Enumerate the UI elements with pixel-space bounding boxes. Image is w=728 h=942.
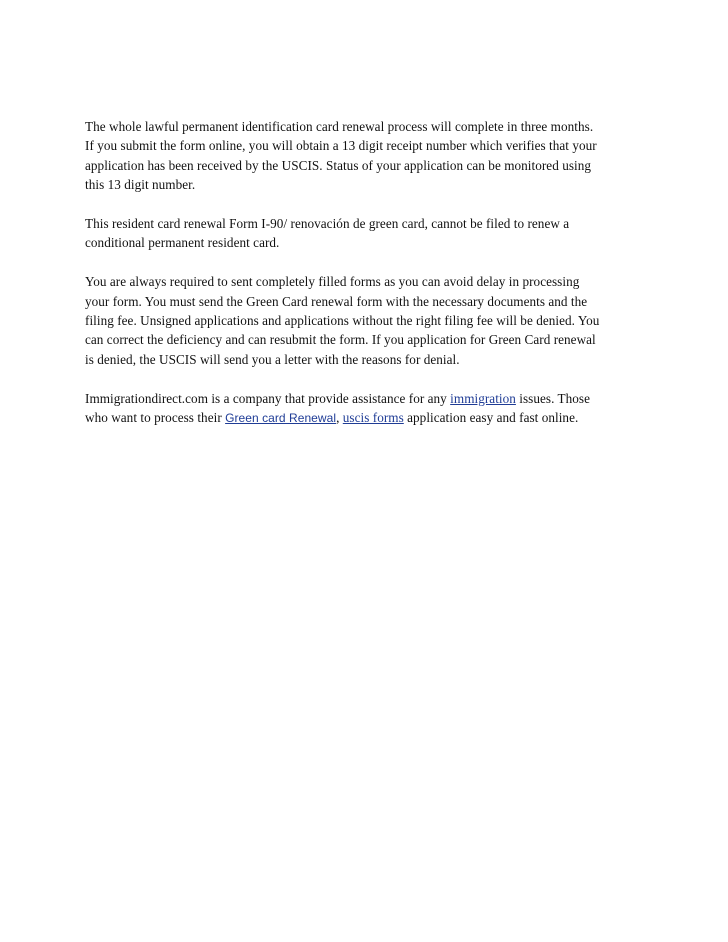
text-line: conditional permanent resident card.	[85, 235, 280, 251]
text-line: You are always required to sent completely filled forms as you can avoid delay in processing	[85, 274, 580, 290]
text-segment: Immigrationdirect.com is a company that provide assistance for any	[85, 390, 451, 406]
text-segment: application easy and fast online.	[403, 410, 579, 426]
text-line: If you submit the form online, you will obtain a 13 digit receipt number which verifies that your	[85, 138, 597, 154]
text-line	[85, 389, 645, 408]
text-line: application has been received by the USCIS. Status of your application can be monitored using	[85, 157, 592, 173]
text-line: filing fee. Unsigned applications and applications without the right filing fee will be denied. You	[85, 313, 600, 329]
text-line: this 13 digit number.	[85, 177, 196, 193]
uscis-forms-link[interactable]: uscis forms	[342, 410, 404, 426]
text-line: can correct the deficiency and can resubmit the form. If you application for Green Card renewal	[85, 332, 596, 348]
paragraph-filing-requirements	[85, 272, 645, 369]
text-line: This resident card renewal Form I-90/ renovación de green card, cannot be filed to renew a	[85, 216, 570, 232]
text-segment: issues. Those	[515, 390, 591, 406]
text-line: The whole lawful permanent identification card renewal process will complete in three months.	[85, 119, 594, 134]
text-line	[85, 408, 645, 428]
text-segment: ,	[336, 410, 343, 426]
text-line: is denied, the USCIS will send you a letter with the reasons for denial.	[85, 351, 460, 367]
immigration-link[interactable]: immigration	[450, 390, 516, 406]
paragraph-immigrationdirect	[85, 389, 645, 429]
text-segment: who want to process their	[85, 410, 226, 426]
paragraph-renewal-process	[85, 117, 645, 195]
text-line: your form. You must send the Green Card renewal form with the necessary documents and the	[85, 293, 588, 309]
green-card-renewal-link[interactable]: Green card Renewal	[225, 411, 337, 426]
paragraph-form-i90	[85, 214, 645, 253]
document-body	[85, 117, 645, 448]
